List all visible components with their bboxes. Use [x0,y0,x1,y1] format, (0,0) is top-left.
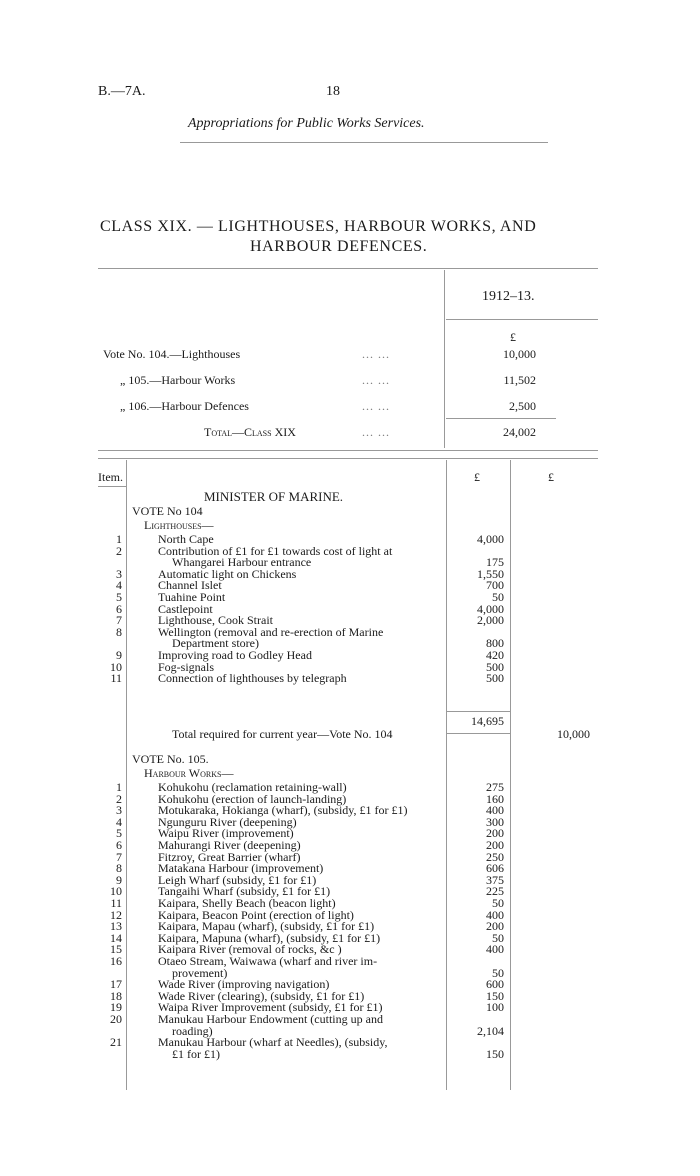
summary-vote-105: „ 105.—Harbour Works [120,373,236,387]
vote-105-item-amount: 200 [486,919,504,934]
vote-104-item-description: Lighthouse, Cook Strait [158,613,273,628]
vote-105-item-number: 17 [110,977,122,992]
vote-104-item-number: 3 [116,566,122,581]
vote-104-item-number: 2 [116,543,122,558]
vote-105-item-amount: 400 [486,803,504,818]
vote-105-item-number: 18 [110,988,122,1003]
summary-total-amount: 24,002 [503,425,536,439]
summary-vote-106: „ 106.—Harbour Defences [120,399,249,413]
vote-105-item-amount: 2,104 [477,1023,504,1038]
vote-105-item-number: 19 [110,1000,122,1015]
vote-105-item-description: Manukau Harbour (wharf at Needles), (subsidy, [158,1035,388,1050]
vote-104-item-amount: 4,000 [477,532,504,546]
vote-105-item-amount: 50 [492,965,504,980]
item-header-rule [98,486,126,487]
document-reference: B.—7A. [98,84,146,99]
col2-currency: £ [548,470,554,484]
vote-105-item-description: Motukaraka, Hokianga (wharf), (subsidy, £1 for £1) [158,803,408,818]
item-column-header: Item. [98,470,123,484]
vote-104-item-description: Castlepoint [158,601,213,616]
vote-105-item-description: Otaeo Stream, Waiwawa (wharf and river im- [158,954,378,968]
summary-vote-106-amount: 2,500 [509,399,536,413]
vote-105-item-description: Kaipara, Mapuna (wharf), (subsidy, £1 for £1) [158,930,381,945]
vote-105-item-number: 7 [116,849,122,864]
vote-105-item-number: 14 [110,930,122,945]
vote-105-item-number: 21 [110,1035,122,1050]
vote-105-item-description: Matakana Harbour (improvement) [158,861,324,876]
items-top-rule [98,458,598,459]
vote-105-item-amount: 375 [486,872,504,887]
vote-104-item-amount: 2,000 [477,613,504,628]
vote-104-item-description: Channel Islet [158,578,222,593]
vote-105-item-number: 15 [110,942,122,957]
vote-104-item-amount: 500 [486,659,504,674]
class-title-line1: CLASS XIX. — LIGHTHOUSES, HARBOUR WORKS, AND [100,218,537,235]
vote-104-item-amount: 420 [486,648,504,662]
vote-105-item-description: Kaipara, Beacon Point (erection of light) [158,907,354,922]
vote-105-item-description: Kaipara, Mapau (wharf), (subsidy, £1 for £1) [158,919,375,934]
vote-105-item-number: 20 [110,1012,122,1026]
vote-105-item-number: 5 [116,826,122,841]
vote-104-item-number: 1 [116,532,122,546]
vote-105-item-description: Kohukohu (erection of launch-landing) [158,791,347,806]
vote-105-item-amount: 50 [492,930,504,945]
vote-104-item-amount: 700 [486,578,504,593]
vote-105-item-amount: 150 [486,1046,504,1061]
vote-104-item-description: Whangarei Harbour entrance [172,555,312,570]
vote-104-subtotal-underline [446,733,510,734]
vote-105-item-amount: 250 [486,849,504,864]
vote-105-item-amount: 200 [486,838,504,852]
vote-104-item-description: North Cape [158,532,214,546]
vote-105-item-amount: 160 [486,791,504,806]
vote-105-item-amount: 600 [486,977,504,992]
summary-year-rule [446,319,598,320]
vote-105-item-number: 11 [110,896,122,910]
vote-105-item-amount: 150 [486,988,504,1003]
vote-104-item-amount: 4,000 [477,601,504,616]
vote-105-item-description: Wade River (improving navigation) [158,977,330,992]
vote-105-item-description: Waipu River (improvement) [158,826,294,841]
summary-vote-104: Vote No. 104.—Lighthouses [103,347,241,361]
vote-105-item-number: 6 [116,838,122,852]
class-title-line2: HARBOUR DEFENCES. [250,238,428,255]
vote-104-item-amount: 800 [486,636,504,651]
vote-105-item-description: Manukau Harbour Endowment (cutting up and [158,1012,383,1026]
vote-104-item-number: 11 [110,671,122,686]
vote-104-item-description: Contribution of £1 for £1 towards cost of light at [158,543,393,558]
vote-104-item-number: 6 [116,601,122,616]
summary-vote-105-amount: 11,502 [503,373,536,387]
vote-105-item-number: 4 [116,814,122,829]
summary-bottom-rule [98,450,598,451]
vote-105-item-amount: 400 [486,942,504,957]
vote-104-item-amount: 1,550 [477,566,504,581]
vote-105-item-number: 2 [116,791,122,806]
vote-105-item-amount: 400 [486,907,504,922]
vote-105-item-number: 16 [110,954,122,968]
vote-105-item-description: Waipa River Improvement (subsidy, £1 for £1) [158,1000,383,1015]
vote-104-item-description: Fog-signals [158,659,215,674]
vote-104-item-description: Tuahine Point [158,590,226,604]
summary-top-rule [98,268,598,269]
vote-105-item-number: 10 [110,884,122,899]
vote-105-item-amount: 100 [486,1000,504,1015]
vote-104-item-description: Automatic light on Chickens [158,566,297,581]
vote-105-item-description: Kaipara, Shelly Beach (beacon light) [158,896,336,910]
vote-104-subheading: Lighthouses— [144,518,214,532]
vote-105-item-description: Kohukohu (reclamation retaining-wall) [158,780,347,794]
vote-104-total-label: Total required for current year—Vote No. 104 [172,727,393,741]
vote-104-item-number: 7 [116,613,122,628]
vote-105-item-number: 3 [116,803,122,818]
vote-104-item-amount: 500 [486,671,504,686]
vote-104-title: VOTE No 104 [132,504,203,518]
vote-104-total-amount: 10,000 [557,727,590,741]
ministry-heading: MINISTER OF MARINE. [204,489,344,504]
vote-105-item-amount: 225 [486,884,504,899]
vote-104-item-description: Improving road to Godley Head [158,648,312,662]
summary-total-label: Total—Class XIX [204,425,296,439]
vote-105-item-description: Mahurangi River (deepening) [158,838,301,852]
vote-105-item-description: Ngunguru River (deepening) [158,814,297,829]
running-title: Appropriations for Public Works Services. [188,116,425,131]
summary-vote-104-amount: 10,000 [503,347,536,361]
summary-currency: £ [510,330,516,344]
vote-105-item-description: provement) [172,965,228,980]
vote-104-item-number: 5 [116,590,122,604]
item-column-divider [126,460,127,1090]
vote-104-item-description: Department store) [172,636,259,651]
col1-currency: £ [474,470,480,484]
vote-105-item-description: £1 for £1) [172,1046,220,1061]
vote-105-item-description: Leigh Wharf (subsidy, £1 for £1) [158,872,317,887]
vote-105-item-number: 13 [110,919,122,934]
vote-105-item-number: 12 [110,907,122,922]
summary-total-rule [446,418,556,419]
vote-105-item-description: Wade River (clearing), (subsidy, £1 for £1) [158,988,365,1003]
summary-divider [444,270,445,448]
vote-104-item-amount: 175 [486,555,504,570]
col1-right-divider [510,460,511,1090]
vote-105-item-description: Kaipara River (removal of rocks, &c ) [158,942,342,957]
vote-105-item-amount: 200 [486,826,504,841]
vote-104-item-number: 4 [116,578,122,593]
vote-105-item-description: Fitzroy, Great Barrier (wharf) [158,849,301,864]
vote-105-item-amount: 50 [492,896,504,910]
vote-104-item-number: 9 [116,648,122,662]
vote-104-item-description: Connection of lighthouses by telegraph [158,671,347,686]
vote-104-subtotal: 14,695 [471,714,504,728]
vote-105-subheading: Harbour Works— [144,766,234,780]
vote-105-item-amount: 300 [486,814,504,829]
vote-104-item-number: 10 [110,659,122,674]
vote-105-item-number: 1 [116,780,122,794]
header-rule [180,142,548,143]
summary-year: 1912–13. [482,289,535,304]
vote-105-item-description: Tangaihi Wharf (subsidy, £1 for £1) [158,884,331,899]
vote-105-item-number: 8 [116,861,122,876]
vote-105-title: VOTE No. 105. [132,752,209,766]
page-number: 18 [326,84,340,99]
vote-105-item-description: roading) [172,1023,213,1038]
vote-105-item-number: 9 [116,872,122,887]
vote-104-subtotal-rule [446,711,510,712]
vote-104-item-description: Wellington (removal and re-erection of Marine [158,624,384,639]
vote-104-item-number: 8 [116,624,122,639]
vote-105-item-amount: 275 [486,780,504,794]
vote-104-item-amount: 50 [492,590,504,604]
vote-105-item-amount: 606 [486,861,504,876]
